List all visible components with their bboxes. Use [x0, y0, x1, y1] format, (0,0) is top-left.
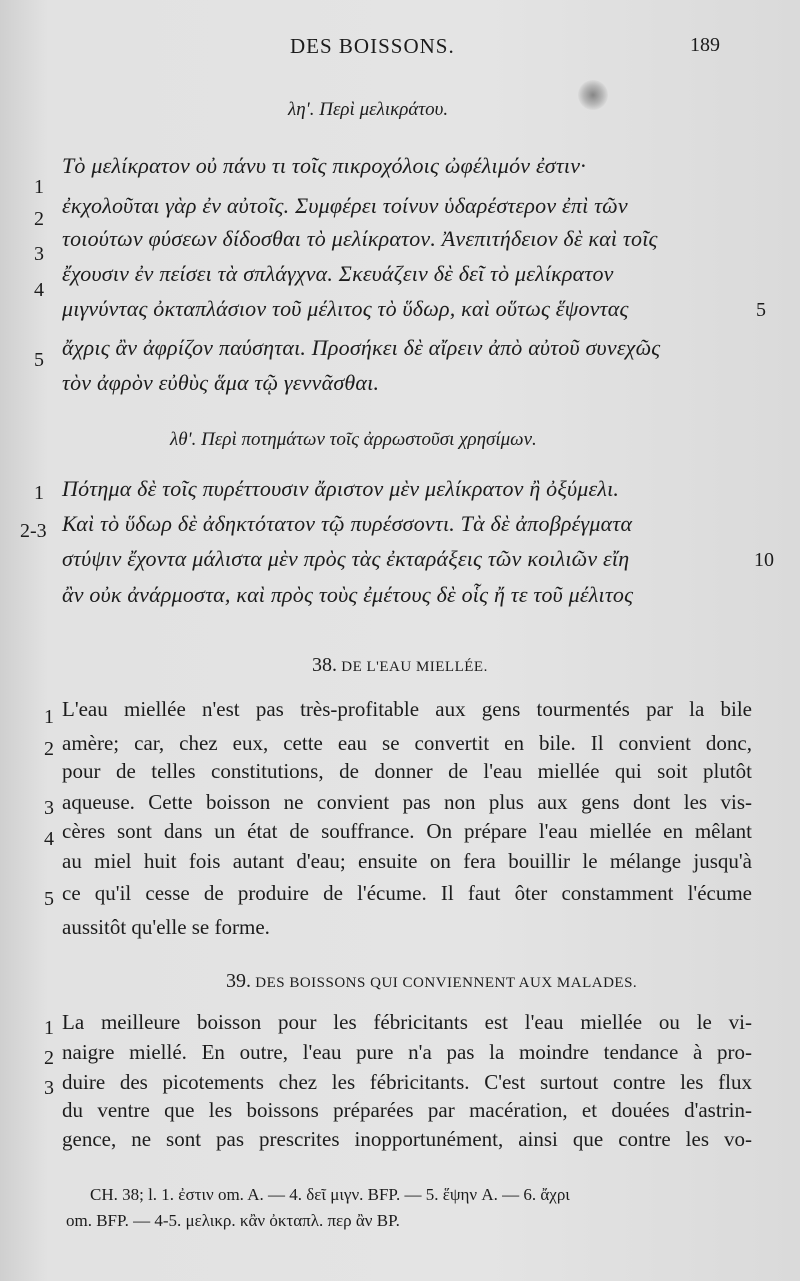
chapter-title: DES BOISSONS QUI CONVIENNENT AUX MALADES. — [255, 975, 638, 991]
line-number: 2 — [34, 208, 44, 230]
running-header: DES BOISSONS. — [290, 34, 455, 58]
french-line: naigre miellé. En outre, l'eau pure n'a pas la moindre tendance à pro- — [62, 1040, 752, 1064]
greek-line: τοιούτων φύσεων δίδοσθαι τὸ μελίκρατον. Ἀνεπιτήδειον δὲ καὶ τοῖς — [62, 226, 658, 251]
greek-line: ἄχρις ἂν ἀφρίζον παύσηται. Προσήκει δὲ αἴρειν ἀπὸ αὐτοῦ συνεχῶς — [62, 335, 661, 360]
line-number: 1 — [44, 1017, 54, 1039]
greek-line: Πότημα δὲ τοῖς πυρέττουσιν ἄριστον μὲν μελίκρατον ἢ ὀξύμελι. — [62, 476, 620, 501]
french-heading-2 — [226, 970, 637, 993]
chapter-number: 38. — [312, 654, 337, 676]
chapter-number: 39. — [226, 970, 251, 992]
greek-line: ἔχουσιν ἐν πείσει τὰ σπλάγχνα. Σκευάζειν δὲ δεῖ τὸ μελίκρατον — [62, 261, 614, 286]
french-line: amère; car, chez eux, cette eau se convertit en bile. Il convient donc, — [62, 731, 752, 755]
line-number: 1 — [44, 706, 54, 728]
french-line: L'eau miellée n'est pas très-profitable aux gens tourmentés par la bile — [62, 697, 752, 721]
greek-line: τὸν ἀφρὸν εὐθὺς ἅμα τῷ γεννᾶσθαι. — [62, 370, 380, 395]
chapter-title: DE L'EAU MIELLÉE. — [341, 659, 488, 675]
line-number: 4 — [34, 279, 44, 301]
greek-heading-1: λη'. Περὶ μελικράτου. — [288, 99, 449, 120]
french-heading-1 — [312, 654, 488, 677]
french-line: gence, ne sont pas prescrites inopportunément, ainsi que contre les vo- — [62, 1127, 752, 1151]
footnote-line: CH. 38; l. 1. ἐστιν om. A. — 4. δεῖ μιγν. BFP. — 5. ἕψην A. — 6. ἄχρι — [90, 1185, 570, 1204]
greek-line: στύψιν ἔχοντα μάλιστα μὲν πρὸς τὰς ἐκταράξεις τῶν κοιλιῶν εἴη — [62, 546, 630, 571]
line-number: 2 — [44, 738, 54, 760]
line-number: 3 — [44, 797, 54, 819]
greek-line: μιγνύντας ὀκταπλάσιον τοῦ μέλιτος τὸ ὕδωρ, καὶ οὕτως ἕψοντας — [62, 296, 629, 321]
french-line: aussitôt qu'elle se forme. — [62, 915, 270, 939]
french-line: La meilleure boisson pour les fébricitants est l'eau miellée ou le vi- — [62, 1010, 752, 1034]
french-line: cères sont dans un état de souffrance. On prépare l'eau miellée en mêlant — [62, 819, 752, 843]
page-number: 189 — [690, 34, 720, 56]
french-line: au miel huit fois autant d'eau; ensuite on fera bouillir le mélange jusqu'à — [62, 849, 752, 873]
greek-heading-2: λθ'. Περὶ ποτημάτων τοῖς ἀρρωστοῦσι χρησίμων. — [170, 429, 537, 450]
greek-line: Καὶ τὸ ὕδωρ δὲ ἀδηκτότατον τῷ πυρέσσοντι. Τὰ δὲ ἀποβρέγματα — [62, 511, 633, 536]
line-number: 3 — [34, 243, 44, 265]
line-number: 1 — [34, 176, 44, 198]
greek-line: ἐκχολοῦται γὰρ ἐν αὐτοῖς. Συμφέρει τοίνυν ὑδαρέστερον ἐπὶ τῶν — [62, 193, 628, 218]
greek-line: ἂν οὐκ ἀνάρμοστα, καὶ πρὸς τοὺς ἐμέτους δὲ οἷς ἤ τε τοῦ μέλιτος — [62, 582, 634, 607]
margin-line-number: 10 — [754, 549, 774, 571]
greek-line: Τὸ μελίκρατον οὐ πάνυ τι τοῖς πικροχόλοις ὠφέλιμόν ἐστιν· — [62, 153, 586, 178]
french-line: duire des picotements chez les fébricitants. C'est surtout contre les flux — [62, 1070, 752, 1094]
footnote-line: om. BFP. — 4-5. μελικρ. κἂν ὀκταπλ. περ ἂν BP. — [66, 1211, 400, 1230]
french-line: pour de telles constitutions, de donner de l'eau miellée qui soit plutôt — [62, 759, 752, 783]
margin-line-number: 5 — [756, 299, 766, 321]
line-number: 2-3 — [20, 520, 47, 542]
line-number: 3 — [44, 1077, 54, 1099]
line-number: 4 — [44, 828, 54, 850]
french-line: aqueuse. Cette boisson ne convient pas non plus aux gens dont les vis- — [62, 790, 752, 814]
line-number: 1 — [34, 482, 44, 504]
line-number: 5 — [44, 888, 54, 910]
line-number: 2 — [44, 1047, 54, 1069]
french-line: ce qu'il cesse de produire de l'écume. Il faut ôter constamment l'écume — [62, 881, 752, 905]
french-line: du ventre que les boissons préparées par macération, et douées d'astrin- — [62, 1098, 752, 1122]
line-number: 5 — [34, 349, 44, 371]
ink-smudge — [578, 80, 608, 110]
